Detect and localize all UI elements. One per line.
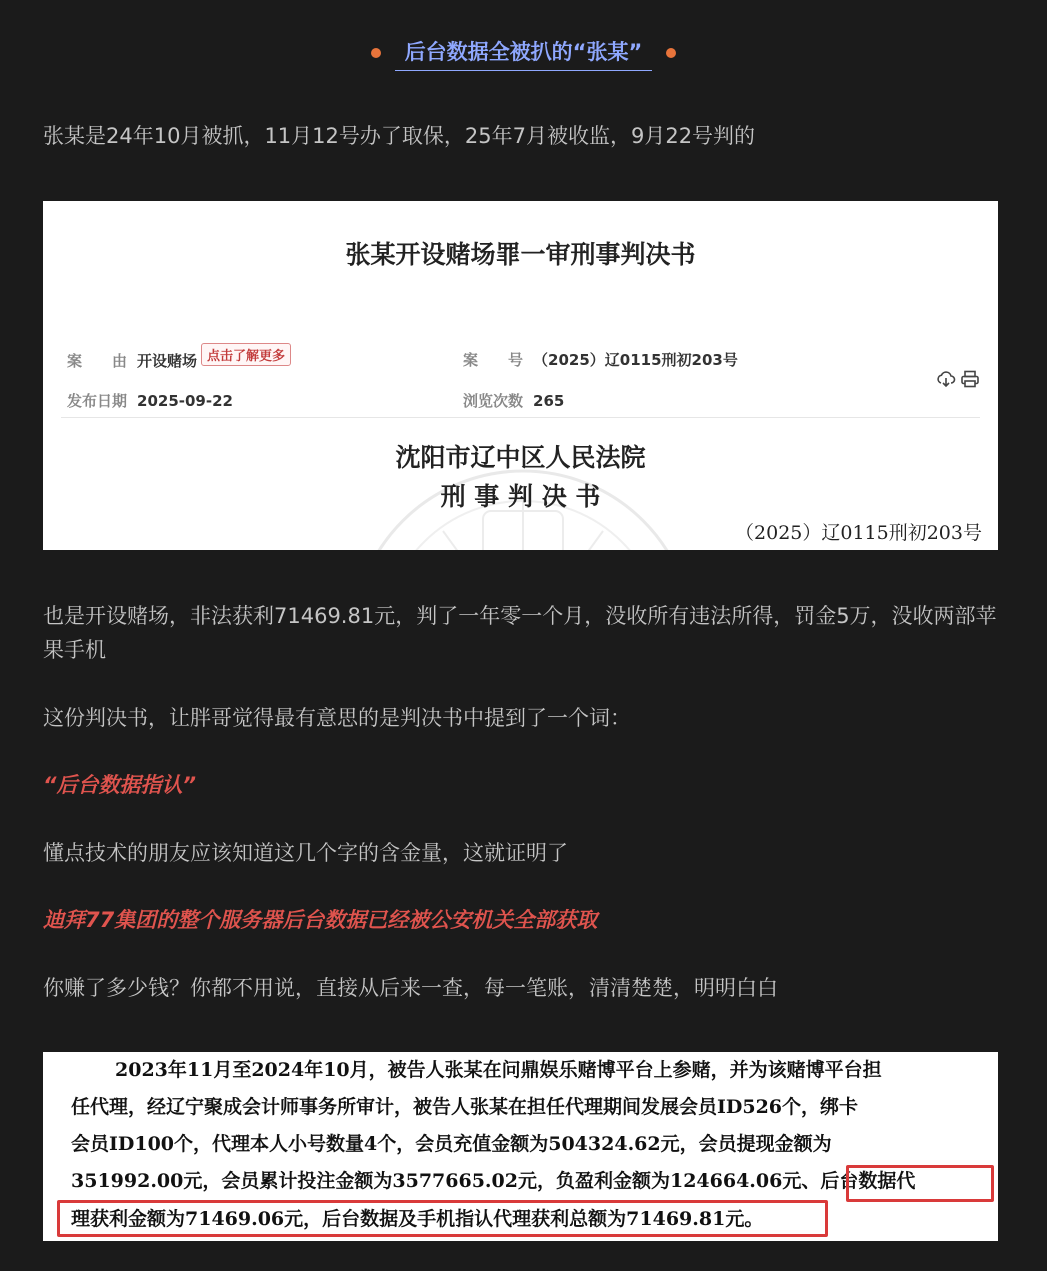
court-name: 沈阳市辽中区人民法院 xyxy=(395,443,646,472)
excerpt-line: 2023年11月至2024年10月，被告人张某在问鼎娱乐赌博平台上参赌，并为该赌博平台担 xyxy=(115,1059,882,1081)
cause-label: 案 由 xyxy=(67,352,128,370)
paragraph-7: 你赚了多少钱？你都不用说，直接从后来一查，每一笔账，清清楚楚，明明白白 xyxy=(43,976,778,1000)
case-value: （2025）辽0115刑初203号 xyxy=(533,351,738,369)
views-value: 265 xyxy=(533,391,565,410)
meta-case xyxy=(463,349,738,370)
meta-date xyxy=(67,390,233,411)
excerpt-line: 351992.00元，会员累计投注金额为3577665.02元，负盈利金额为124664.06元、后台数据代 xyxy=(71,1170,916,1192)
learn-more-tag[interactable]: 点击了解更多 xyxy=(201,343,291,366)
paragraph-5: 懂点技术的朋友应该知道这几个字的含金量，这就证明了 xyxy=(43,841,568,865)
right-dot-icon xyxy=(666,48,676,58)
meta-divider xyxy=(61,417,980,418)
meta-cause xyxy=(67,349,291,372)
meta-views xyxy=(463,390,564,411)
judgment-excerpt xyxy=(43,1052,998,1241)
date-value: 2025-09-22 xyxy=(137,391,233,410)
highlight-box-upper xyxy=(846,1165,994,1202)
left-dot-icon xyxy=(371,48,381,58)
judgment-screenshot xyxy=(43,201,998,550)
judgment-title: 张某开设赌场罪一审刑事判决书 xyxy=(345,240,696,269)
case-label: 案 号 xyxy=(463,351,524,369)
paragraph-1: 张某是24年10月被抓，11月12号办了取保，25年7月被收监，9月22号判的 xyxy=(43,124,756,148)
views-label: 浏览次数 xyxy=(463,392,524,410)
paragraph-2: 也是开设赌场，非法获利71469.81元，判了一年零一个月，没收所有违法所得，罚金5万，没收两部苹果手机 xyxy=(43,604,997,662)
action-icons xyxy=(936,369,980,389)
highlight-box-lower xyxy=(57,1200,828,1237)
section-title xyxy=(0,34,1047,72)
section-title-text: 后台数据全被扒的“张某” xyxy=(395,36,653,71)
excerpt-line: 理获利金额为71469.06元，后台数据及手机指认代理获利总额为71469.81元。 xyxy=(71,1208,764,1230)
date-label: 发布日期 xyxy=(67,392,128,410)
document-number: （2025）辽0115刑初203号 xyxy=(735,522,982,544)
excerpt-line: 会员ID100个，代理本人小号数量4个，会员充值金额为504324.62元，会员提现金额为 xyxy=(71,1133,832,1155)
excerpt-line: 任代理，经辽宁聚成会计师事务所审计，被告人张某在担任代理期间发展会员ID526个，绑卡 xyxy=(71,1096,859,1118)
highlight-keyword: “后台数据指认” xyxy=(43,773,197,797)
highlight-statement: 迪拜77集团的整个服务器后台数据已经被公安机关全部获取 xyxy=(43,908,598,932)
cloud-download-icon[interactable] xyxy=(936,369,956,389)
document-type: 刑 事 判 决 书 xyxy=(440,482,601,511)
paragraph-3: 这份判决书，让胖哥觉得最有意思的是判决书中提到了一个词： xyxy=(43,706,631,730)
cause-value: 开设赌场 xyxy=(137,352,198,370)
print-icon[interactable] xyxy=(960,369,980,389)
